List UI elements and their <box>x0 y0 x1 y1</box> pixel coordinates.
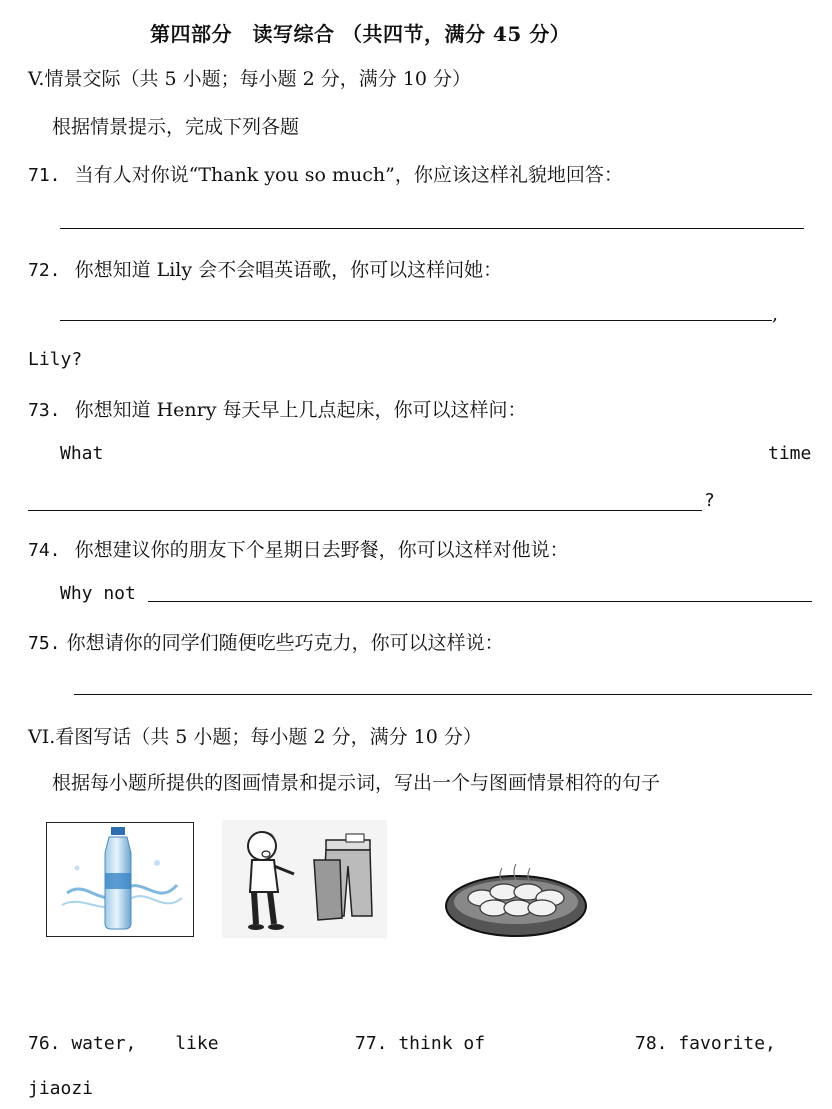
answer-lead-time: time <box>768 443 812 464</box>
water-bottle-image <box>46 822 194 937</box>
question-72 <box>28 255 502 282</box>
question-number: 75. <box>28 633 61 654</box>
answer-tail-72: Lily? <box>28 349 83 370</box>
prompt-77: 77. think of <box>355 1033 486 1054</box>
answer-line-73[interactable] <box>28 510 702 511</box>
question-number: 73. <box>28 400 61 421</box>
question-number: 74. <box>28 540 61 561</box>
question-text: 你想知道 Lily 会不会唱英语歌，你可以这样问她： <box>74 259 503 281</box>
prompt-78: 78. favorite, <box>635 1033 776 1054</box>
answer-line-74[interactable] <box>148 601 812 602</box>
boy-with-trousers-image <box>222 820 387 938</box>
answer-lead-what: What <box>60 443 104 464</box>
prompt-76 <box>28 1033 219 1054</box>
question-text: 你想请你的同学们随便吃些巧克力，你可以这样说： <box>66 632 504 654</box>
prompt-76-extra: like <box>175 1033 219 1054</box>
prompt-78-wrap: jiaozi <box>28 1078 94 1099</box>
question-text: 你想建议你的朋友下个星期日去野餐，你可以这样对他说： <box>74 539 569 561</box>
prompt-76-label: 76. water, <box>28 1033 137 1054</box>
question-number: 71. <box>28 165 61 186</box>
question-73 <box>28 395 527 422</box>
question-number: 72. <box>28 260 61 281</box>
question-text: 你想知道 Henry 每天早上几点起床，你可以这样问： <box>74 399 527 421</box>
section-v-heading: V.情景交际（共 5 小题；每小题 2 分，满分 10 分） <box>28 68 472 90</box>
question-75 <box>28 628 504 655</box>
question-71 <box>28 160 623 187</box>
question-74 <box>28 535 569 562</box>
question-mark: ? <box>704 490 715 511</box>
answer-line-71[interactable] <box>60 228 804 229</box>
section-vi-instruction: 根据每小题所提供的图画情景和提示词，写出一个与图画情景相符的句子 <box>52 772 661 794</box>
question-text: 当有人对你说“Thank you so much”，你应该这样礼貌地回答： <box>74 164 623 186</box>
answer-lead-why-not: Why not <box>60 583 136 604</box>
section-v-instruction: 根据情景提示，完成下列各题 <box>52 116 300 138</box>
answer-line-72[interactable] <box>60 320 772 321</box>
section-title: 第四部分 读写综合 （共四节，满分 45 分） <box>150 22 571 46</box>
section-vi-heading: VI.看图写话（共 5 小题；每小题 2 分，满分 10 分） <box>28 726 482 748</box>
comma-mark: , <box>772 303 779 325</box>
answer-line-75[interactable] <box>74 694 812 695</box>
plate-of-dumplings-image <box>442 862 590 940</box>
